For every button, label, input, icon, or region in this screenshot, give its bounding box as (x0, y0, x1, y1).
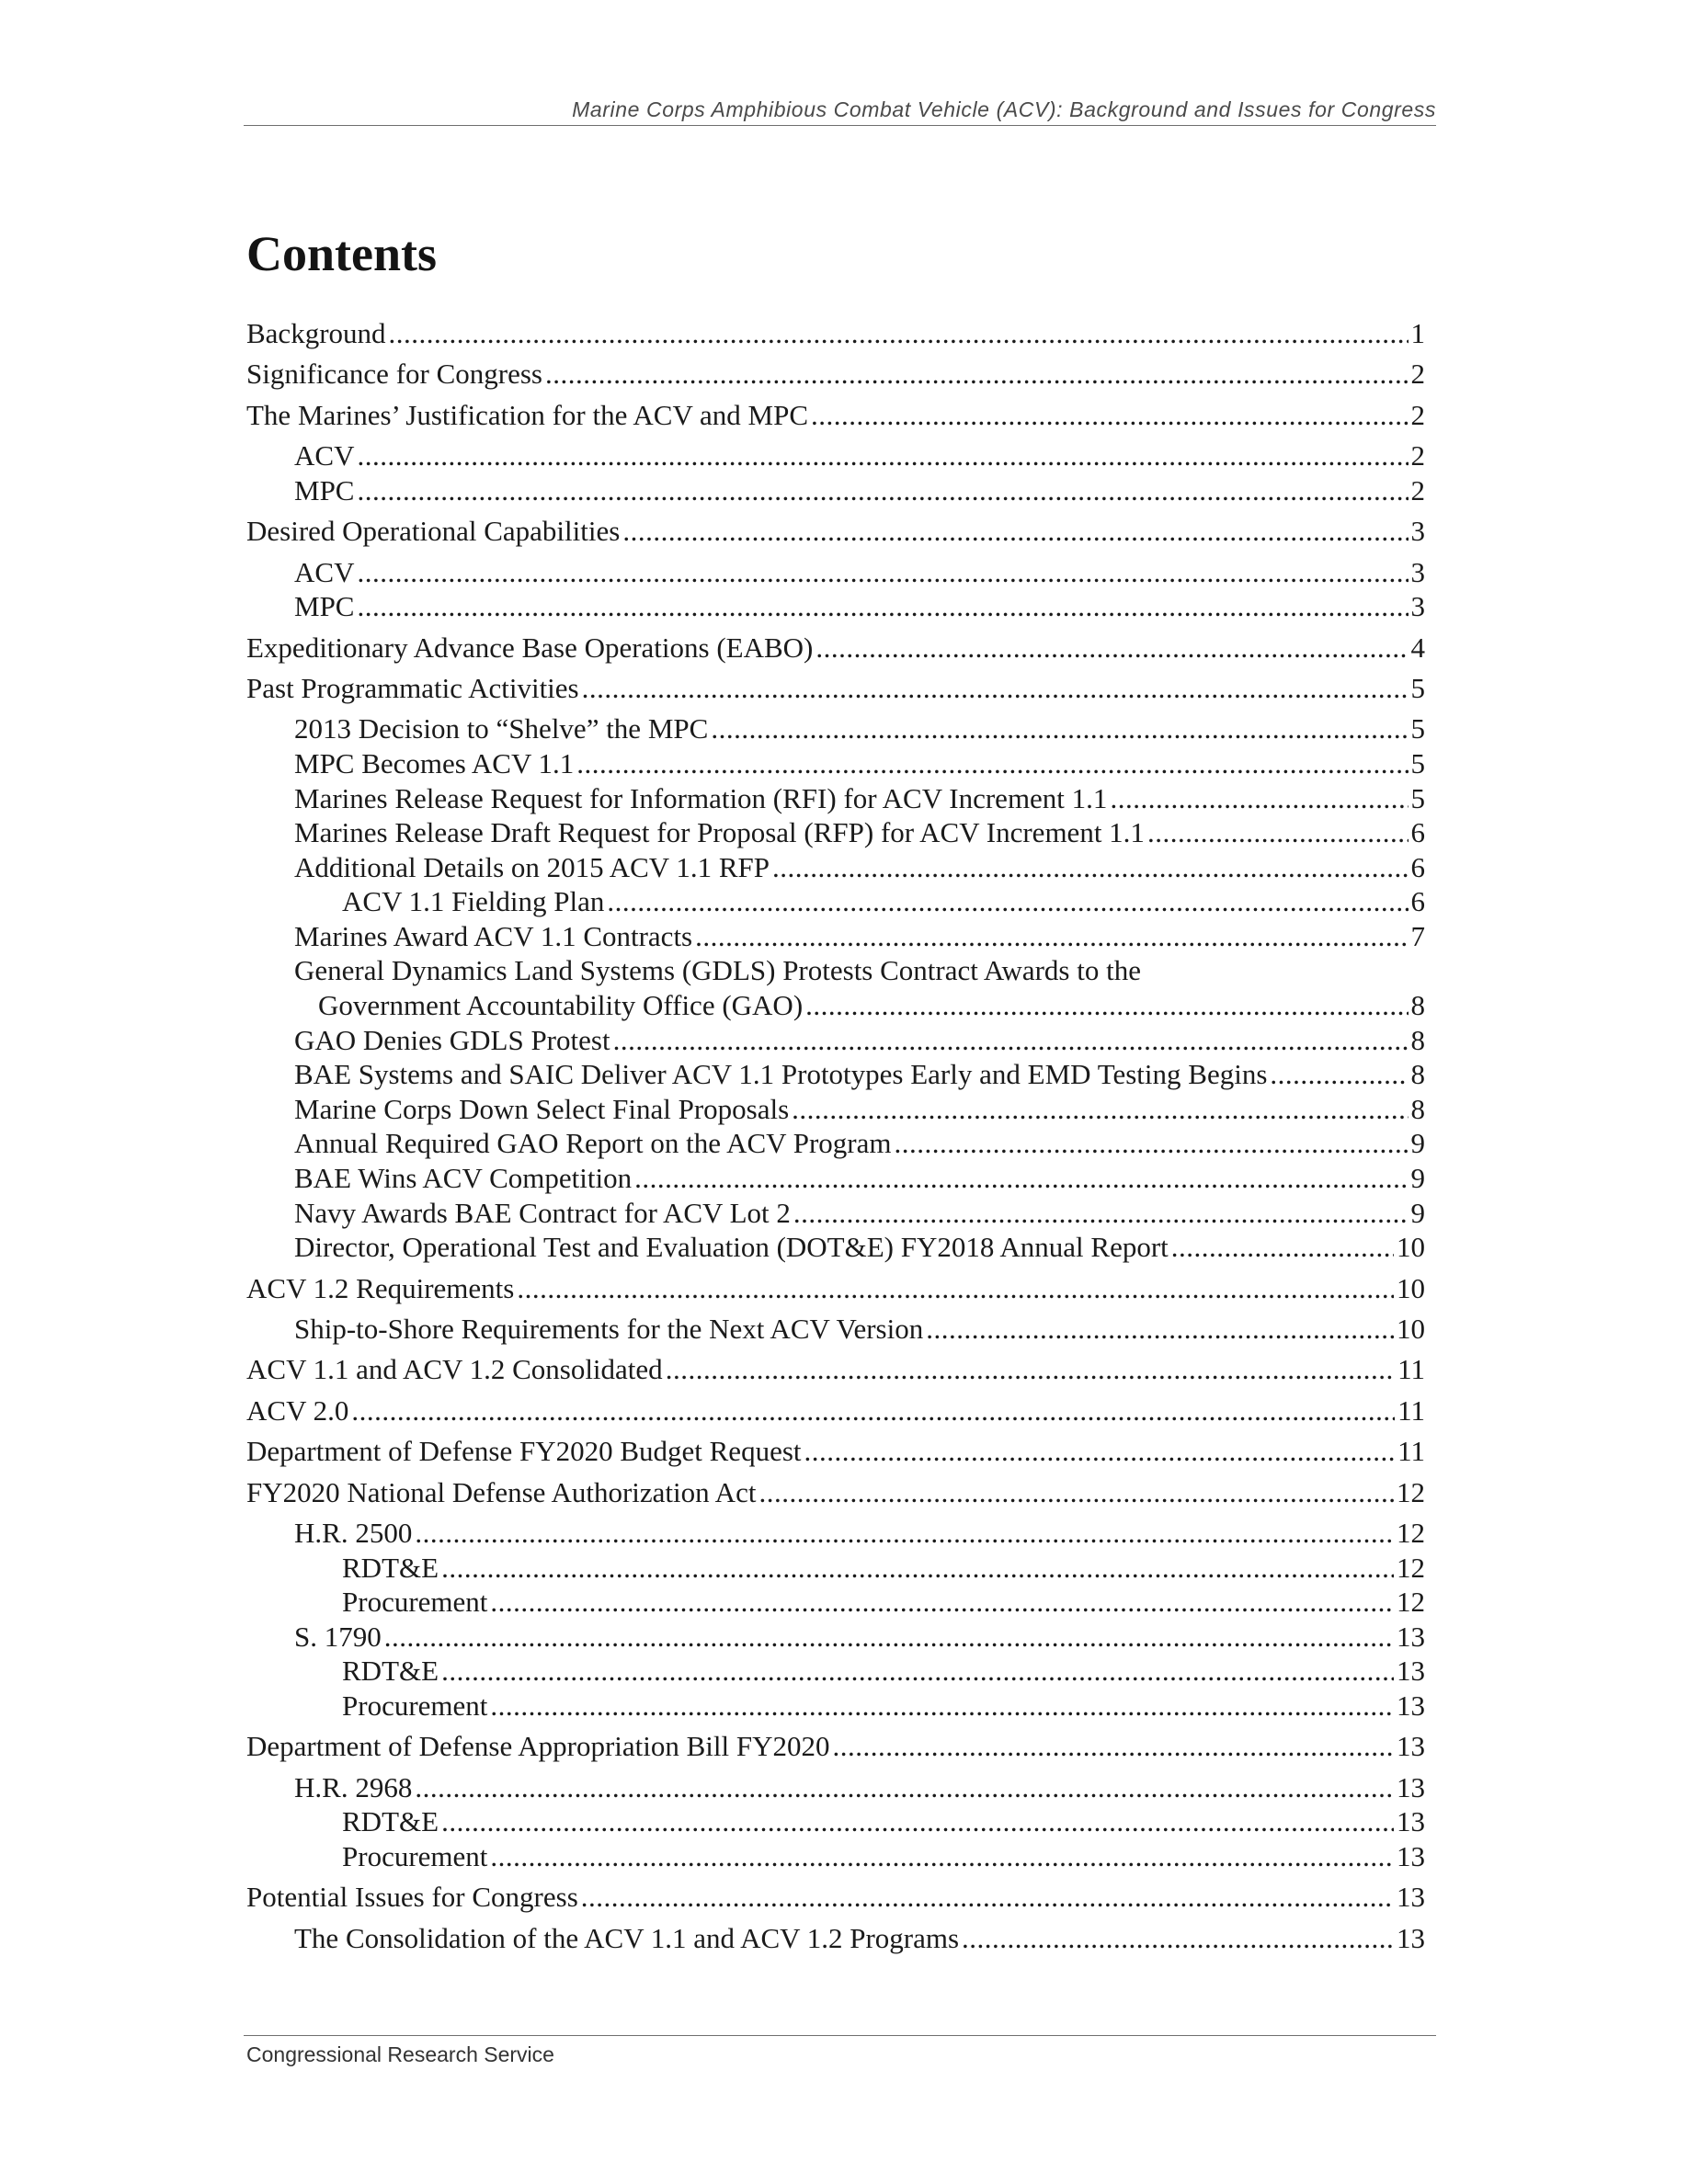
dot-leader (1270, 1057, 1408, 1092)
toc-entry[interactable] (246, 711, 1425, 746)
toc-entry[interactable] (246, 1352, 1425, 1387)
dot-leader (576, 746, 1408, 781)
dot-leader (490, 1585, 1394, 1620)
toc-entry[interactable] (246, 1729, 1425, 1764)
toc-entry-page-number: 10 (1397, 1271, 1425, 1304)
toc-entry[interactable] (246, 589, 1425, 624)
toc-entry-page-number: 12 (1397, 1516, 1425, 1549)
toc-entry-title: ACV 1.1 Fielding Plan (342, 885, 605, 918)
toc-entry[interactable] (246, 1921, 1425, 1956)
toc-entry-title: Marines Release Request for Information (RFI) for ACV Increment 1.1 (294, 781, 1108, 814)
dot-leader (357, 555, 1408, 590)
toc-entry-title: Marine Corps Down Select Final Proposals (294, 1092, 790, 1125)
dot-leader (962, 1921, 1394, 1956)
dot-leader (793, 1196, 1409, 1231)
toc-entry-title: General Dynamics Land Systems (GDLS) Protests Contract Awards to the (294, 954, 1141, 987)
dot-leader (607, 884, 1408, 919)
toc-entry-page-number: 11 (1397, 1435, 1425, 1468)
toc-entry-title: Government Accountability Office (GAO) (318, 989, 804, 1022)
dot-leader (389, 316, 1409, 351)
toc-entry[interactable] (246, 919, 1425, 954)
toc-entry-page-number: 13 (1397, 1881, 1425, 1914)
toc-entry-page-number: 9 (1410, 1127, 1425, 1160)
toc-entry-title: FY2020 National Defense Authorization Act (246, 1475, 757, 1508)
dot-leader (581, 1880, 1394, 1915)
dot-leader (805, 988, 1408, 1023)
toc-entry[interactable] (246, 1620, 1425, 1655)
toc-entry-page-number: 3 (1410, 590, 1425, 623)
toc-entry[interactable] (246, 1057, 1425, 1092)
dot-leader (695, 919, 1408, 954)
toc-entry[interactable] (246, 815, 1425, 850)
toc-entry[interactable] (246, 1161, 1425, 1196)
toc-entry[interactable] (246, 1092, 1425, 1127)
toc-entry-page-number: 2 (1410, 473, 1425, 506)
toc-entry-page-number: 12 (1397, 1475, 1425, 1508)
contents-heading: Contents (246, 226, 438, 281)
toc-entry[interactable] (246, 1880, 1425, 1915)
toc-entry[interactable] (246, 1126, 1425, 1161)
dot-leader (711, 711, 1408, 746)
toc-entry-page-number: 9 (1410, 1162, 1425, 1195)
dot-leader (490, 1689, 1394, 1723)
toc-entry-title: Marines Award ACV 1.1 Contracts (294, 919, 693, 952)
dot-leader (545, 357, 1409, 392)
toc-entry-page-number: 12 (1397, 1551, 1425, 1584)
toc-entry-title: GAO Denies GDLS Protest (294, 1023, 610, 1056)
toc-entry-title: Expeditionary Advance Base Operations (EABO) (246, 631, 814, 664)
toc-entry-page-number: 10 (1397, 1231, 1425, 1264)
dot-leader (415, 1516, 1394, 1551)
toc-entry-title: Significance for Congress (246, 358, 542, 391)
toc-entry[interactable] (246, 1654, 1425, 1689)
toc-entry[interactable] (246, 357, 1425, 392)
toc-entry-title: RDT&E (342, 1805, 439, 1838)
toc-entry[interactable] (246, 1475, 1425, 1510)
toc-entry[interactable] (246, 1393, 1425, 1428)
toc-entry[interactable] (246, 473, 1425, 508)
dot-leader (441, 1654, 1394, 1689)
toc-entry-page-number: 1 (1410, 317, 1425, 349)
toc-entry[interactable] (246, 631, 1425, 665)
dot-leader (811, 398, 1408, 433)
toc-entry-title: ACV 2.0 (246, 1393, 349, 1427)
toc-entry[interactable] (246, 1312, 1425, 1347)
dot-leader (582, 671, 1409, 706)
toc-entry-page-number: 6 (1410, 850, 1425, 883)
toc-entry-page-number: 8 (1410, 989, 1425, 1022)
toc-entry-title: The Marines’ Justification for the ACV and MPC (246, 398, 809, 431)
toc-entry-page-number: 5 (1410, 746, 1425, 779)
toc-entry[interactable] (246, 1516, 1425, 1551)
toc-entry-title: Department of Defense Appropriation Bill FY2020 (246, 1730, 830, 1763)
toc-entry[interactable] (246, 1551, 1425, 1586)
toc-entry-title: Procurement (342, 1689, 488, 1722)
toc-entry-title: Past Programmatic Activities (246, 671, 579, 704)
header-rule (244, 125, 1436, 126)
toc-entry-title: H.R. 2968 (294, 1770, 413, 1803)
dot-leader (772, 850, 1409, 885)
toc-entry-page-number: 13 (1397, 1655, 1425, 1688)
toc-entry-title: Potential Issues for Congress (246, 1881, 578, 1914)
toc-entry-title: MPC (294, 590, 355, 623)
toc-entry[interactable] (246, 1271, 1425, 1306)
toc-entry-title: ACV (294, 439, 355, 472)
toc-entry-page-number: 12 (1397, 1586, 1425, 1619)
toc-entry[interactable] (246, 514, 1425, 549)
toc-entry-page-number: 8 (1410, 1023, 1425, 1056)
toc-entry-title: Navy Awards BAE Contract for ACV Lot 2 (294, 1196, 791, 1229)
toc-entry-page-number: 6 (1410, 885, 1425, 918)
toc-entry[interactable] (246, 1023, 1425, 1058)
toc-entry-title: Additional Details on 2015 ACV 1.1 RFP (294, 850, 770, 883)
toc-entry[interactable] (246, 398, 1425, 433)
toc-entry-title: RDT&E (342, 1655, 439, 1688)
toc-entry-title: Procurement (342, 1586, 488, 1619)
dot-leader (613, 1023, 1409, 1058)
dot-leader (357, 473, 1408, 508)
toc-entry[interactable] (246, 850, 1425, 885)
toc-entry-page-number: 13 (1397, 1839, 1425, 1872)
toc-entry-page-number: 5 (1410, 671, 1425, 704)
toc-entry-title: 2013 Decision to “Shelve” the MPC (294, 712, 709, 745)
dot-leader (441, 1551, 1394, 1586)
toc-entry-page-number: 13 (1397, 1689, 1425, 1722)
dot-leader (622, 514, 1408, 549)
toc-entry[interactable] (246, 1196, 1425, 1231)
toc-entry[interactable] (246, 671, 1425, 706)
toc-entry-page-number: 9 (1410, 1196, 1425, 1229)
toc-entry-title: Procurement (342, 1839, 488, 1872)
toc-entry-page-number: 4 (1410, 631, 1425, 664)
dot-leader (926, 1312, 1394, 1347)
toc-entry[interactable] (246, 1770, 1425, 1805)
toc-entry-page-number: 8 (1410, 1058, 1425, 1091)
toc-entry-page-number: 3 (1410, 515, 1425, 548)
dot-leader (357, 438, 1408, 473)
toc-entry[interactable] (246, 1585, 1425, 1620)
toc-entry-page-number: 13 (1397, 1730, 1425, 1763)
toc-entry-page-number: 2 (1410, 398, 1425, 431)
toc-entry-title: Desired Operational Capabilities (246, 515, 621, 548)
toc-entry-page-number: 6 (1410, 816, 1425, 849)
dot-leader (1171, 1230, 1394, 1265)
toc-entry[interactable] (246, 1804, 1425, 1839)
toc-entry-title: MPC Becomes ACV 1.1 (294, 746, 575, 779)
toc-entry-page-number: 13 (1397, 1805, 1425, 1838)
toc-entry-page-number: 10 (1397, 1313, 1425, 1345)
toc-entry[interactable] (246, 1839, 1425, 1874)
dot-leader (792, 1092, 1408, 1127)
toc-entry-page-number: 5 (1410, 781, 1425, 814)
toc-entry-title: Marines Release Draft Request for Proposal (RFP) for ACV Increment 1.1 (294, 816, 1145, 849)
footer-rule (244, 2035, 1436, 2036)
toc-entry[interactable] (246, 1689, 1425, 1723)
running-header: Marine Corps Amphibious Combat Vehicle (ACV): Background and Issues for Congress (572, 97, 1436, 121)
toc-entry-page-number: 13 (1397, 1620, 1425, 1653)
dot-leader (351, 1393, 1395, 1428)
dot-leader (490, 1839, 1394, 1874)
toc-entry-title: Background (246, 317, 386, 349)
toc-entry-title: BAE Systems and SAIC Deliver ACV 1.1 Prototypes Early and EMD Testing Begins (294, 1058, 1268, 1091)
toc-entry-page-number: 11 (1397, 1353, 1425, 1386)
toc-entry-page-number: 2 (1410, 439, 1425, 472)
toc-entry[interactable] (246, 438, 1425, 473)
toc-entry-page-number: 8 (1410, 1092, 1425, 1125)
toc-entry-page-number: 11 (1397, 1393, 1425, 1427)
toc-entry-title: RDT&E (342, 1551, 439, 1584)
toc-entry[interactable] (246, 953, 1425, 1022)
dot-leader (666, 1352, 1395, 1387)
toc-entry-title: ACV 1.1 and ACV 1.2 Consolidated (246, 1353, 663, 1386)
toc-entry-page-number: 13 (1397, 1921, 1425, 1954)
dot-leader (517, 1271, 1394, 1306)
toc-entry[interactable] (246, 781, 1425, 816)
toc-entry-title: Annual Required GAO Report on the ACV Program (294, 1127, 892, 1160)
toc-entry[interactable] (246, 1434, 1425, 1469)
dot-leader (833, 1729, 1394, 1764)
footer-publisher: Congressional Research Service (246, 2042, 554, 2066)
toc-entry-page-number: 13 (1397, 1770, 1425, 1803)
toc-entry-title: Ship-to-Shore Requirements for the Next ACV Version (294, 1313, 924, 1345)
toc-entry-page-number: 3 (1410, 555, 1425, 588)
dot-leader (1147, 815, 1409, 850)
toc-entry-page-number: 7 (1410, 919, 1425, 952)
toc-entry-title: ACV 1.2 Requirements (246, 1271, 515, 1304)
toc-entry[interactable] (246, 746, 1425, 781)
dot-leader (758, 1475, 1394, 1510)
toc-entry-title: Department of Defense FY2020 Budget Request (246, 1435, 802, 1468)
dot-leader (634, 1161, 1408, 1196)
toc-entry-page-number: 2 (1410, 358, 1425, 391)
toc-entry-title: BAE Wins ACV Competition (294, 1162, 633, 1195)
dot-leader (384, 1620, 1394, 1655)
toc-entry[interactable] (246, 1230, 1425, 1265)
toc-entry-page-number: 5 (1410, 712, 1425, 745)
toc-entry-title: The Consolidation of the ACV 1.1 and ACV 1.2 Programs (294, 1921, 960, 1954)
dot-leader (804, 1434, 1396, 1469)
toc-entry-title: H.R. 2500 (294, 1516, 413, 1549)
dot-leader (357, 589, 1408, 624)
toc-entry-title: Director, Operational Test and Evaluation (DOT&E) FY2018 Annual Report (294, 1231, 1169, 1264)
dot-leader (895, 1126, 1409, 1161)
toc-entry[interactable] (246, 555, 1425, 590)
toc-entry-title: ACV (294, 555, 355, 588)
table-of-contents (246, 316, 1425, 1955)
dot-leader (441, 1804, 1394, 1839)
toc-entry[interactable] (246, 316, 1425, 351)
dot-leader (415, 1770, 1394, 1805)
dot-leader (815, 631, 1408, 665)
toc-entry-continuation (294, 988, 1425, 1023)
toc-entry-title: S. 1790 (294, 1620, 382, 1653)
toc-entry[interactable] (246, 884, 1425, 919)
toc-entry-title: MPC (294, 473, 355, 506)
dot-leader (1110, 781, 1408, 816)
